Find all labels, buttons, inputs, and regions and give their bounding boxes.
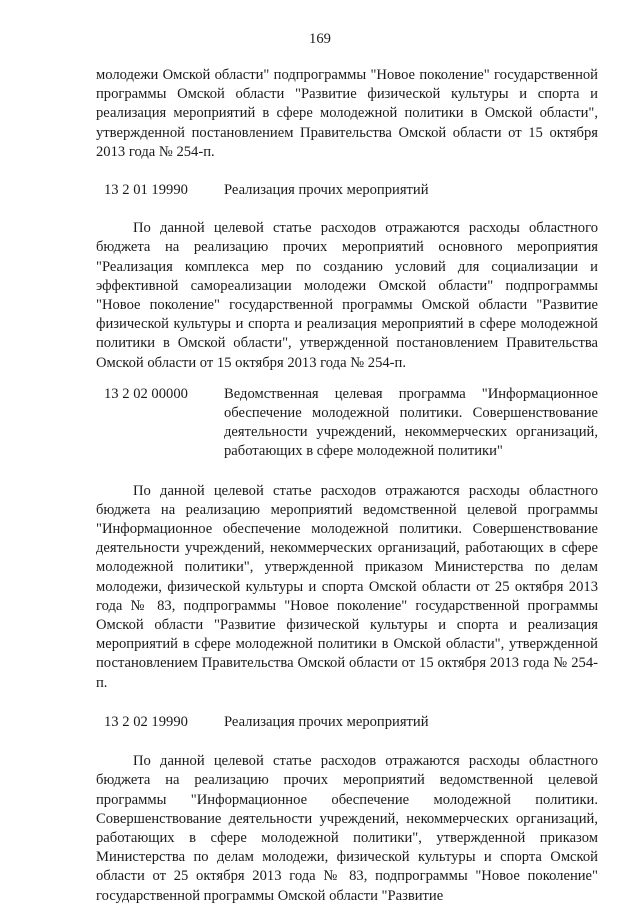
paragraph-description: По данной целевой статье расходов отражаются расходы областного бюджета на реализацию мероприятий ведомственной целевой программы "Информационное обеспечение молодежной политики. Совершенствование деятельности учреждений, некоммерческих организаций, работающих в сфере молодежной политики", утвержденной приказом Министерства по делам молодежи, физической культуры и спорта Омской области от 25 октября 2013 года № 83, подпрограммы "Новое поколение" государственной программы Омской области "Развитие физической культуры и спорта и реализация мероприятий в сфере молодежной политики в Омской области", утвержденной постановлением Правительства Омской области от 15 октября 2013 года № 254-п. — [96, 482, 598, 691]
paragraph-description: По данной целевой статье расходов отражаются расходы областного бюджета на реализацию прочих мероприятий ведомственной целевой программы "Информационное обеспечение молодежной политики. Совершенствование деятельности учреждений, некоммерческих организаций, работающих в сфере молодежной политики", утвержденной приказом Министерства по делам молодежи, физической культуры и спорта Омской области от 25 октября 2013 года № 83, подпрограммы "Новое поколение" государственной программы Омской области "Развитие — [96, 753, 598, 904]
budget-code: 13 2 01 19990 — [104, 182, 188, 199]
budget-entry-title: Реализация прочих мероприятий — [224, 182, 429, 199]
budget-code: 13 2 02 00000 — [104, 385, 188, 402]
paragraph-description: По данной целевой статье расходов отражаются расходы областного бюджета на реализацию прочих мероприятий основного мероприятия "Реализация комплекса мер по созданию условий для социализации и эффективной самореализации молодежи Омской области" подпрограммы "Новое поколение" государственной программы Омской области "Развитие физической культуры и спорта и реализация мероприятий в сфере молодежной политики в Омской области", утвержденной постановлением Правительства Омской области от 15 октября 2013 года № 254-п. — [96, 220, 598, 371]
budget-entry-13-2-02-19990 — [96, 713, 598, 732]
budget-entry-title: Реализация прочих мероприятий — [224, 713, 429, 730]
paragraph-continuation: молодежи Омской области" подпрограммы "Новое поколение" государственной программы Омской области "Развитие физической культуры и спорта и реализация мероприятий в сфере молодежной политики в Омской области", утвержденной постановлением Правительства Омской области от 15 октября 2013 года № 254-п. — [96, 67, 598, 160]
budget-entry-13-2-01-19990 — [96, 181, 598, 200]
budget-entry-13-2-02-00000 — [96, 385, 598, 462]
document-body — [96, 66, 598, 906]
budget-code: 13 2 02 19990 — [104, 713, 188, 730]
budget-entry-title: Ведомственная целевая программа "Информационное обеспечение молодежной политики. Совершенствование деятельности учреждений, некоммерческих организаций, работающих в сфере молодежной политики" — [224, 385, 598, 460]
page-number: 169 — [309, 31, 331, 47]
